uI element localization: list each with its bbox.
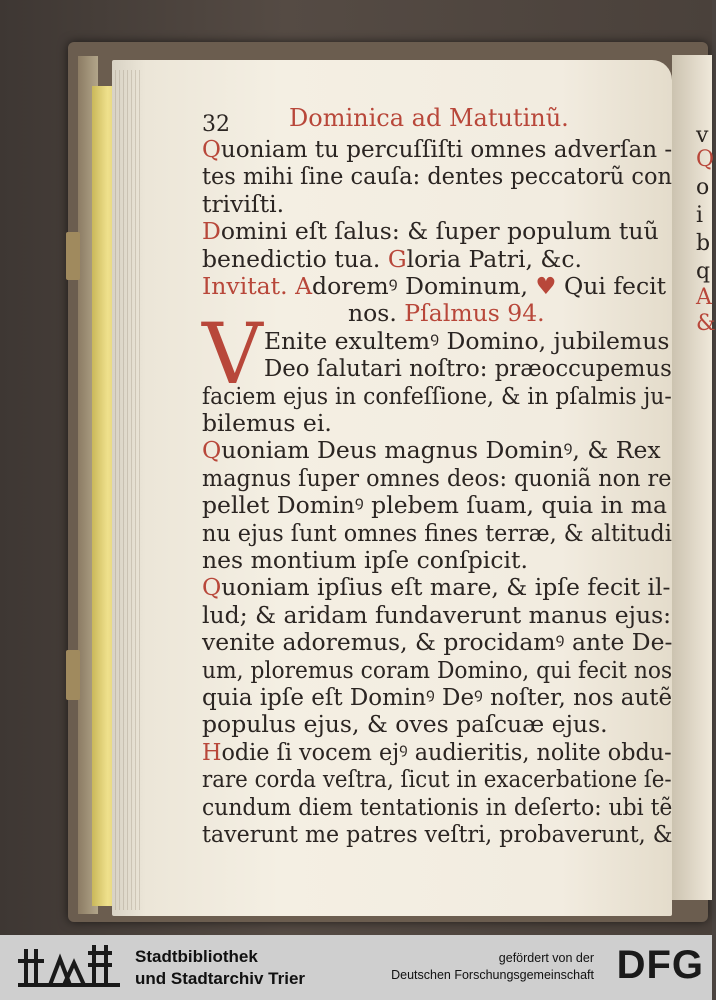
body-text: bilemus ei.	[202, 409, 332, 437]
body-text: nos.	[348, 299, 405, 328]
rubric-text: Pſalmus 94.	[404, 299, 545, 328]
body-text: loria Patri, &c.	[406, 244, 582, 273]
text-line	[202, 545, 528, 575]
library-name-line-1: Stadtbibliothek	[135, 947, 258, 966]
text-line	[202, 682, 672, 712]
text-line	[202, 627, 672, 657]
text-line	[264, 353, 672, 383]
text-line	[202, 435, 661, 465]
body-text: tes mihi ſine cauſa: dentes peccatorũ con	[202, 162, 672, 191]
page-number: 32	[202, 112, 230, 137]
right-page-fragment: v Q o i b q A &	[672, 55, 712, 900]
text-line	[202, 381, 672, 411]
body-text: benedictio tua.	[202, 244, 388, 273]
body-text: odie ſi vocem ejꝰ audieritis, nolite obdu-	[221, 737, 672, 766]
text-line	[202, 244, 582, 274]
body-text: uoniam Deus magnus Dominꝰ, & Rex	[221, 436, 661, 465]
text-line	[202, 134, 672, 164]
text-line	[202, 189, 284, 219]
funding-note-line-1: gefördert von der	[498, 951, 594, 965]
body-text: magnus ſuper omnes deos: quoniã non re	[202, 463, 672, 492]
body-text: faciem ejus in confeſſione, & in pſalmis ju-	[202, 381, 672, 410]
rubric-text: D	[202, 217, 221, 246]
body-text: populus ejus, & oves paſcuæ ejus.	[202, 710, 608, 739]
text-line	[264, 326, 669, 356]
text-line	[202, 764, 672, 794]
text-line	[202, 709, 608, 739]
running-head: Dominica ad Matutinũ.	[289, 104, 569, 132]
text-line	[202, 655, 672, 685]
library-name-line-2: und Stadtarchiv Trier	[135, 969, 306, 988]
body-text: taverunt me patres veſtri, probaverunt, &	[202, 820, 673, 848]
body-text: doremꝰ Dominum,	[312, 272, 536, 300]
rubric-text: Q	[202, 436, 222, 465]
clasp-top	[66, 232, 80, 280]
text-line	[348, 298, 545, 328]
rubric-text: ♥	[535, 272, 557, 300]
body-text: venite adoremus, & procidamꝰ ante De-	[202, 628, 673, 657]
body-text: lud; & aridam fundaverunt manus ejus:	[202, 600, 672, 629]
text-line	[202, 819, 672, 849]
text-line	[202, 792, 672, 822]
body-text: Qui fecit	[556, 272, 667, 300]
text-line	[202, 572, 671, 602]
text-line	[202, 600, 671, 630]
dfg-logo: DFG	[616, 943, 704, 987]
body-text: Deo ſalutari noſtro: præoccupemus	[264, 354, 672, 383]
body-text: nu ejus ſunt omnes fines terræ, & altitudi	[202, 518, 672, 547]
rubric-text: G	[387, 244, 407, 273]
body-text: nes montium ipſe conſpicit.	[202, 546, 528, 574]
page-fore-edges	[112, 70, 142, 910]
body-text: Enite exultemꝰ Domino, jubilemus	[264, 326, 670, 355]
text-line	[202, 161, 672, 191]
drop-capital: V	[202, 305, 263, 403]
rubric-text: H	[202, 737, 222, 766]
rubric-text: Q	[202, 135, 221, 163]
text-line	[202, 518, 672, 548]
text-line	[202, 271, 666, 301]
funding-note-line-2: Deutschen Forschungsgemeinschaft	[391, 968, 594, 982]
text-line	[202, 216, 659, 246]
text-line	[202, 490, 667, 520]
body-text: triviſti.	[202, 189, 285, 218]
text-line	[202, 737, 672, 767]
body-text: quia ipſe eſt Dominꝰ Deꝰ noſter, nos autẽ	[202, 683, 673, 711]
text-line	[202, 408, 332, 438]
body-text: rare corda veſtra, ſicut in exacerbatione ſe-	[202, 765, 672, 794]
body-text: cundum diem tentationis in deſerto: ubi tẽ	[202, 792, 673, 821]
body-text: omini eſt ſalus: & ſuper populum tuũ	[220, 217, 659, 246]
rubric-text: Q	[202, 573, 222, 602]
footer-banner	[0, 935, 712, 1000]
body-text: uoniam ipſius eſt mare, & ipſe fecit il-	[221, 573, 671, 602]
clasp-bottom	[66, 650, 80, 700]
body-text: um, ploremus coram Domino, qui fecit nos	[202, 655, 673, 684]
library-logo-icon	[14, 939, 124, 997]
rubric-text: Invitat.	[202, 272, 296, 300]
body-text: pellet Dominꝰ plebem ſuam, quia in ma	[202, 491, 668, 520]
text-line	[202, 463, 671, 493]
rubric-text: A	[295, 272, 313, 300]
body-text: uoniam tu percuſſiſti omnes adverſan -	[220, 135, 673, 163]
